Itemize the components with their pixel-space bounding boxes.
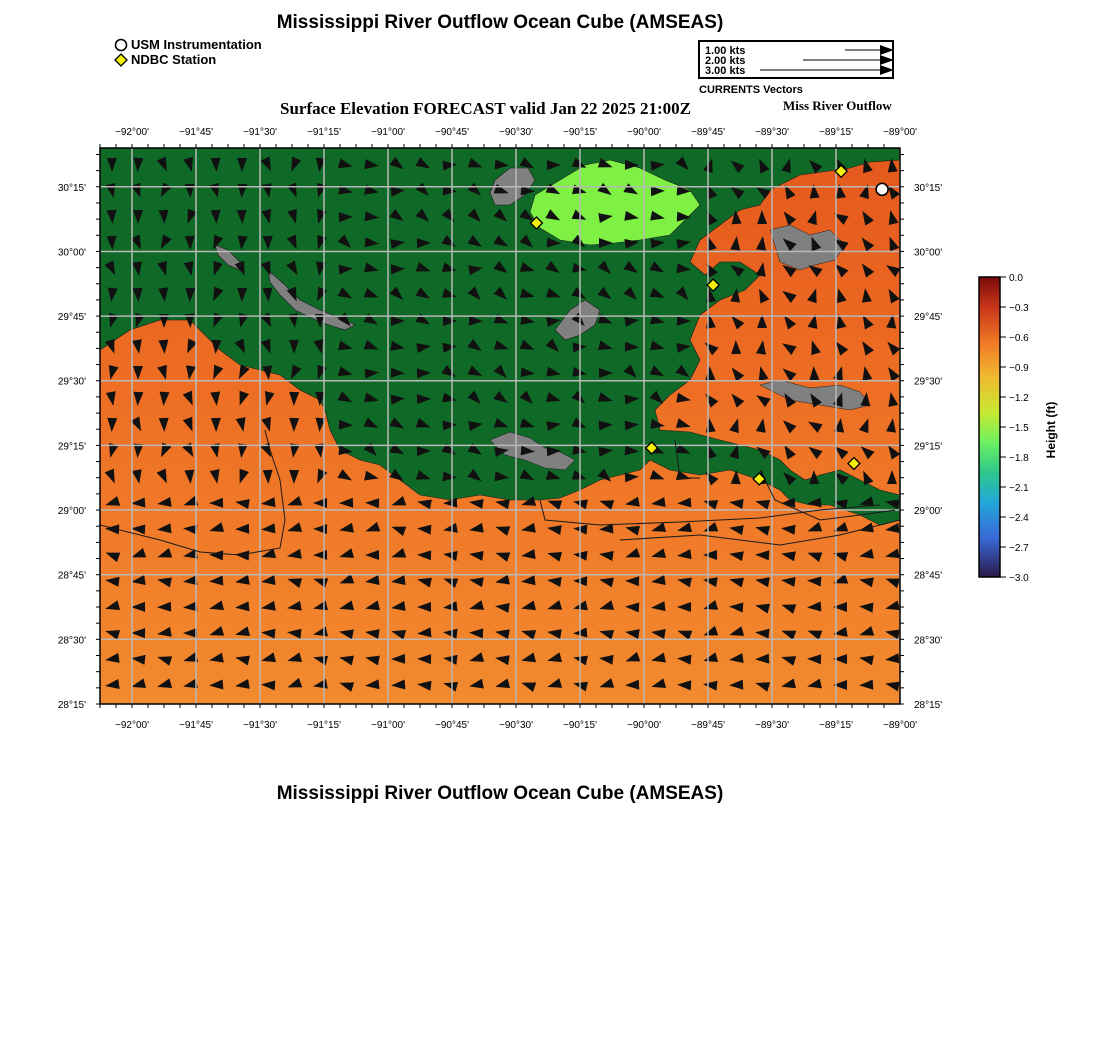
colorbar-tick-label: −1.2 (1009, 393, 1029, 404)
lon-label-bottom: −89°15' (819, 720, 853, 731)
lon-label-top: −89°15' (819, 127, 853, 138)
lon-labels-bottom (115, 720, 917, 731)
colorbar-tick-label: 0.0 (1009, 273, 1023, 284)
lon-label-top: −91°00' (371, 127, 405, 138)
lat-label-left: 28°15' (57, 700, 86, 711)
lat-label-right: 30°00' (914, 247, 943, 259)
lon-label-top: −90°00' (627, 127, 661, 138)
vector-label-1: 1.00 kts (705, 45, 746, 57)
lat-label-right: 29°00' (914, 506, 943, 518)
lon-label-top: −91°15' (307, 127, 341, 138)
colorbar-tick-label: −3.0 (1009, 573, 1029, 584)
lat-label-right: 28°30' (914, 635, 943, 647)
map-title: Mississippi River Outflow Ocean Cube (AMSEAS) (276, 12, 724, 33)
colorbar-tick-label: −2.1 (1009, 483, 1029, 494)
lat-label-right: 28°15' (914, 700, 943, 711)
colorbar-tick-label: −2.4 (1009, 513, 1029, 524)
lon-label-top: −92°00' (115, 127, 149, 138)
vector-label-3: 3.00 kts (705, 65, 746, 77)
lon-label-top: −89°00' (883, 127, 917, 138)
lat-label-right: 29°30' (914, 376, 943, 388)
lon-labels-top (115, 127, 917, 138)
lon-label-bottom: −90°15' (563, 720, 597, 731)
colorbar-tick-label: −0.3 (1009, 303, 1029, 314)
lon-label-top: −90°15' (563, 127, 597, 138)
lon-label-bottom: −91°15' (307, 720, 341, 731)
vector-caption: CURRENTS Vectors (699, 84, 803, 96)
lon-label-bottom: −90°30' (499, 720, 533, 731)
lat-labels-right (914, 183, 942, 711)
legend-ndbc-label: NDBC Station (131, 52, 217, 67)
lon-label-bottom: −91°30' (243, 720, 277, 731)
lon-label-top: −91°45' (179, 127, 213, 138)
lat-label-left: 29°00' (57, 506, 86, 518)
lon-label-top: −89°30' (755, 127, 789, 138)
lon-label-bottom: −92°00' (115, 720, 149, 731)
lat-label-left: 28°45' (57, 570, 86, 582)
colorbar-tick-label: −2.7 (1009, 543, 1029, 554)
colorbar-ticks (1000, 273, 1029, 584)
lat-label-right: 28°45' (914, 570, 943, 582)
colorbar-label: Height (ft) (1044, 401, 1058, 459)
colorbar-tick-label: −1.8 (1009, 453, 1029, 464)
colorbar-tick-label: −0.9 (1009, 363, 1029, 374)
lat-labels-left (58, 183, 86, 711)
lat-label-right: 30°15' (914, 182, 943, 194)
vector-label-2: 2.00 kts (705, 55, 746, 67)
lat-label-right: 29°15' (914, 441, 943, 453)
lon-label-bottom: −90°45' (435, 720, 469, 731)
lon-label-top: −90°45' (435, 127, 469, 138)
lon-label-bottom: −89°30' (755, 720, 789, 731)
colorbar-tick-label: −0.6 (1009, 333, 1029, 344)
lon-label-bottom: −89°45' (691, 720, 725, 731)
lat-label-left: 29°15' (57, 441, 86, 453)
colorbar-gradient (979, 277, 1000, 577)
lon-label-top: −91°30' (243, 127, 277, 138)
lon-label-bottom: −91°45' (179, 720, 213, 731)
lat-label-left: 29°30' (57, 376, 86, 388)
lat-label-left: 29°45' (57, 312, 86, 324)
usm-station-marker (876, 183, 888, 195)
lon-label-bottom: −90°00' (627, 720, 661, 731)
lon-label-top: −89°45' (691, 127, 725, 138)
map-title-bottom: Mississippi River Outflow Ocean Cube (AMSEAS) (276, 783, 724, 804)
legend-usm-label: USM Instrumentation (131, 37, 262, 52)
region-label: Miss River Outflow (783, 98, 892, 113)
lon-label-bottom: −89°00' (883, 720, 917, 731)
lon-label-top: −90°30' (499, 127, 533, 138)
colorbar (975, 270, 1095, 590)
lat-label-right: 29°45' (914, 312, 943, 324)
lat-label-left: 30°15' (57, 182, 86, 194)
lat-label-left: 30°00' (57, 247, 86, 259)
map-subtitle: Surface Elevation FORECAST valid Jan 22 2025 21:00Z (280, 99, 692, 118)
lat-label-left: 28°30' (57, 635, 86, 647)
lon-label-bottom: −91°00' (371, 720, 405, 731)
colorbar-tick-label: −1.5 (1009, 423, 1029, 434)
